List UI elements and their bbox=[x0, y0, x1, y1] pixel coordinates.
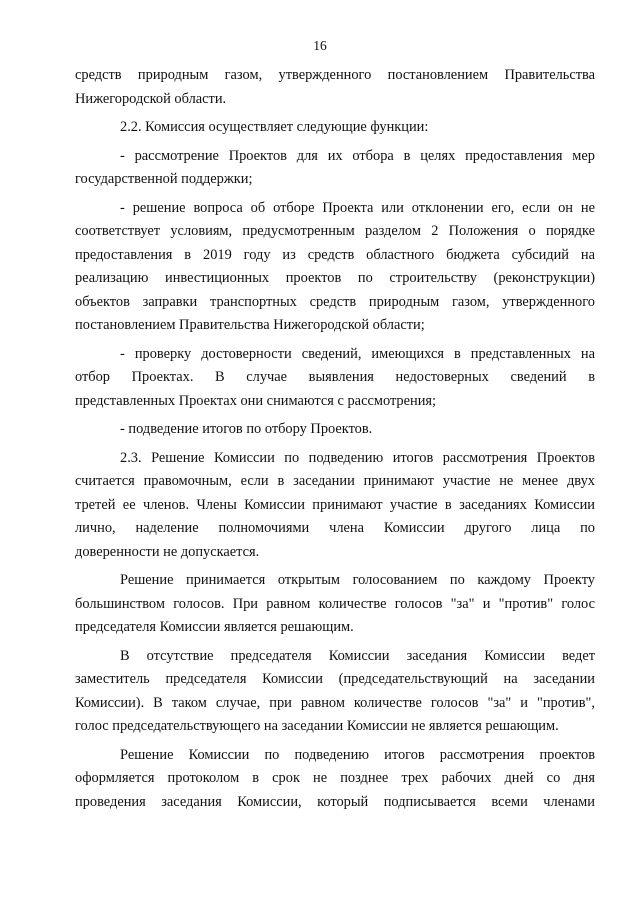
text-line: соответствует условиям, предусмотренным разделом 2 Положения о порядке bbox=[75, 223, 595, 239]
text-line: средств природным газом, утвержденного постановлением Правительства bbox=[75, 67, 595, 83]
text-line: - проверку достоверности сведений, имеющихся в представленных на bbox=[120, 345, 595, 362]
text-line: большинством голосов. При равном количестве голосов "за" и "против" голос bbox=[75, 595, 595, 612]
paragraph bbox=[75, 64, 595, 111]
text-line: Нижегородской области. bbox=[75, 90, 227, 107]
page-number: 16 bbox=[313, 38, 327, 53]
text-line: оформляется протоколом в срок не позднее трех рабочих дней со дня bbox=[75, 770, 595, 786]
paragraph bbox=[75, 116, 595, 140]
text-line: 2.2. Комиссия осуществляет следующие функции: bbox=[120, 119, 429, 135]
text-line: заместитель председателя Комиссии (председательствующий на заседании bbox=[75, 671, 595, 687]
text-line: объектов заправки транспортных средств природным газом, утвержденного bbox=[75, 293, 595, 310]
text-line: председателя Комиссии является решающим. bbox=[75, 619, 354, 635]
paragraph bbox=[75, 569, 595, 640]
text-line: доверенности не допускается. bbox=[75, 543, 260, 560]
text-line: - решение вопроса об отборе Проекта или отклонении его, если он не bbox=[120, 199, 595, 216]
text-line: - рассмотрение Проектов для их отбора в целях предоставления мер bbox=[120, 147, 595, 164]
text-line: В отсутствие председателя Комиссии заседания Комиссии ведет bbox=[120, 647, 595, 664]
paragraph bbox=[75, 744, 595, 815]
paragraph bbox=[75, 145, 595, 192]
text-line: постановлением Правительства Нижегородской области; bbox=[75, 317, 425, 333]
paragraph bbox=[75, 197, 595, 338]
text-line: третей ее членов. Члены Комиссии принимают участие в заседаниях Комиссии bbox=[75, 496, 595, 513]
paragraph bbox=[75, 418, 595, 442]
paragraph bbox=[75, 447, 595, 565]
paragraph bbox=[75, 343, 595, 414]
paragraph bbox=[75, 645, 595, 739]
text-line: реализацию инвестиционных проектов по строительству (реконструкции) bbox=[75, 270, 595, 286]
text-line: предоставления в 2019 году из средств областного бюджета субсидий на bbox=[75, 246, 595, 263]
text-line: Комиссии). В таком случае, при равном количестве голосов "за" и "против", bbox=[75, 694, 595, 711]
text-line: Решение принимается открытым голосованием по каждому Проекту bbox=[120, 572, 595, 588]
text-line: 2.3. Решение Комиссии по подведению итогов рассмотрения Проектов bbox=[120, 449, 595, 466]
text-line: проведения заседания Комиссии, который подписывается всеми членами bbox=[75, 793, 595, 810]
text-line: отбор Проектах. В случае выявления недостоверных сведений в bbox=[75, 369, 595, 385]
text-line: голос председательствующего на заседании Комиссии не является решающим. bbox=[75, 718, 559, 734]
text-line: считается правомочным, если в заседании принимают участие не менее двух bbox=[75, 473, 595, 489]
document-body bbox=[75, 64, 595, 819]
text-line: лично, наделение полномочиями члена Комиссии другого лица по bbox=[75, 520, 595, 536]
text-line: представленных Проектах они снимаются с рассмотрения; bbox=[75, 392, 437, 409]
text-line: государственной поддержки; bbox=[75, 171, 253, 187]
text-line: - подведение итогов по отбору Проектов. bbox=[120, 421, 373, 437]
text-line: Решение Комиссии по подведению итогов рассмотрения проектов bbox=[120, 746, 595, 763]
